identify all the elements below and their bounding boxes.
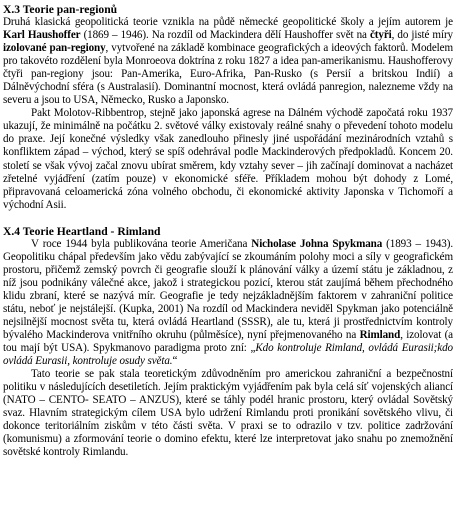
- text-run: Druhá klasická geopolitická teorie vznikla na půdě německé geopolitické školy a jejím autorem je: [3, 16, 453, 28]
- text-run: (1869 – 1946). Na rozdíl od Mackindera dělí Haushoffer svět na: [80, 29, 370, 42]
- bold-text-run: Nicholase Johna Spykmana: [251, 237, 383, 250]
- paragraph-haushoffer: [3, 16, 453, 107]
- text-run: “: [172, 355, 178, 368]
- bold-text-run: Rimland: [359, 329, 401, 342]
- section-heading-heartland-rimland: X.4 Teorie Heartland - Rimland: [3, 224, 161, 238]
- text-run: (1893 – 1943). Geopolitiku chápal především jako vědu zabývající se zkoumáním polohy moci a síly v geografickém prostoru, přičemž zemský povrch či geografie slouží k plánování války a území státu je základnou, z níž jsou podnikány válečné akce, jakož i strategickou pozicí, kterou stát zaujímá během přechodného klidu zbraní, které se nazývá mír. Geografie je tedy nejzákladnějším faktorem v zahraniční politice státu, neboť je nejstálejší. (Kupka, 2001) Na rozdíl od Mackindera neviděl Spykman jako potenciálně nejsilnější mocnost světa tu, která ovládá Heartland (SSSR), ale tu, která ji prostřednictvím kontroly bývalého Mackinderova vnitřního okruhu (půlměsíce), nyní přejmenovaného na: [3, 237, 454, 342]
- bold-text-run: Karl Haushoffer: [3, 29, 81, 42]
- paragraph-spacer: [3, 212, 453, 225]
- text-run: V roce 1944 byla publikována teorie Američana: [31, 237, 252, 250]
- bold-text-run: čtyři: [369, 29, 392, 42]
- text-run: , izolovat (a tou mají být USA). Spykmanovo paradigma proto zní: „: [3, 329, 454, 355]
- paragraph-spykman: [3, 238, 453, 368]
- italic-text-run: Kdo kontroluje Rimland, ovládá Eurasii;kdo ovládá Eurasii, kontroluje osudy světa.: [3, 342, 453, 368]
- text-run: , do jisté míry: [391, 29, 453, 42]
- section-heading-pan-regions: X.3 Teorie pan-regionů: [3, 3, 118, 16]
- text-run: Pakt Molotov-Ribbentrop, stejně jako japonská agrese na Dálném východě započatá roku 1937 ukazují, že minimálně na počátku 2. světové války existovaly reálné snahy o převedení tohoto modelu do praxe. Její konečné výsledky však zanedlouho přinesly jiné uspořádání mezinárodních vztahů s konfliktem západ – východ, který se spíš odehrával podle Mackinderových předpokladů. Koncem 20. století se však vývoj začal znovu ubírat směrem, kdy vztahy sever – jih začínají dominovat a nacházet zřetelné vyjádření (zatím pouze) v ekonomické sféře. Příkladem mohou být dohody z Lomé, připravovaná celoamerická zóna volného obchodu, či ekonomické aktivity Japonska v Tichomoří a východní Asii.: [3, 107, 453, 211]
- text-run: , vytvořené na základě kombinace geografických a ideových faktorů. Modelem pro takovéto rozdělení byla Monroeova doktrína z roku 1827 a idea pan-amerikanismu. Haushofferovy čtyři pan-regiony jsou: Pan-Amerika, Euro-Afrika, Pan-Rusko (s Persií a britskou Indií) a Dálněvýchodní sféra (s Australasií). Dominantní mocnost, která ovládá panregion, nalezneme vždy na severu a jsou to USA, Německo, Rusko a Japonsko.: [3, 42, 453, 107]
- text-run: Tato teorie se pak stala teoretickým zdůvodněním pro americkou zahraniční a bezpečnostní politiku v následujících desetiletích. Jejím praktickým vyjádřením pak byla celá síť vojenských aliancí (NATO – CENTO- SEATO – ANZUS), které se táhly podél hranic prostoru, který ovládal Sovětský svaz. Hlavním strategickým cílem USA bylo udržení Rimlandu proti pronikání sovětského vlivu, či dokonce teritoriálním ziskům v této části světa. V praxi se to odrazilo v tzv. politice zadržování (komunismu) a zformování teorie o domino efektu, které lze interpretovat jako snahu po znemožnění sovětské kontroly Rimlandu.: [3, 368, 453, 459]
- paragraph-us-policy: [3, 368, 453, 459]
- bold-text-run: izolované pan-regiony: [3, 42, 106, 55]
- paragraph-molotov-ribbentrop: [3, 107, 453, 211]
